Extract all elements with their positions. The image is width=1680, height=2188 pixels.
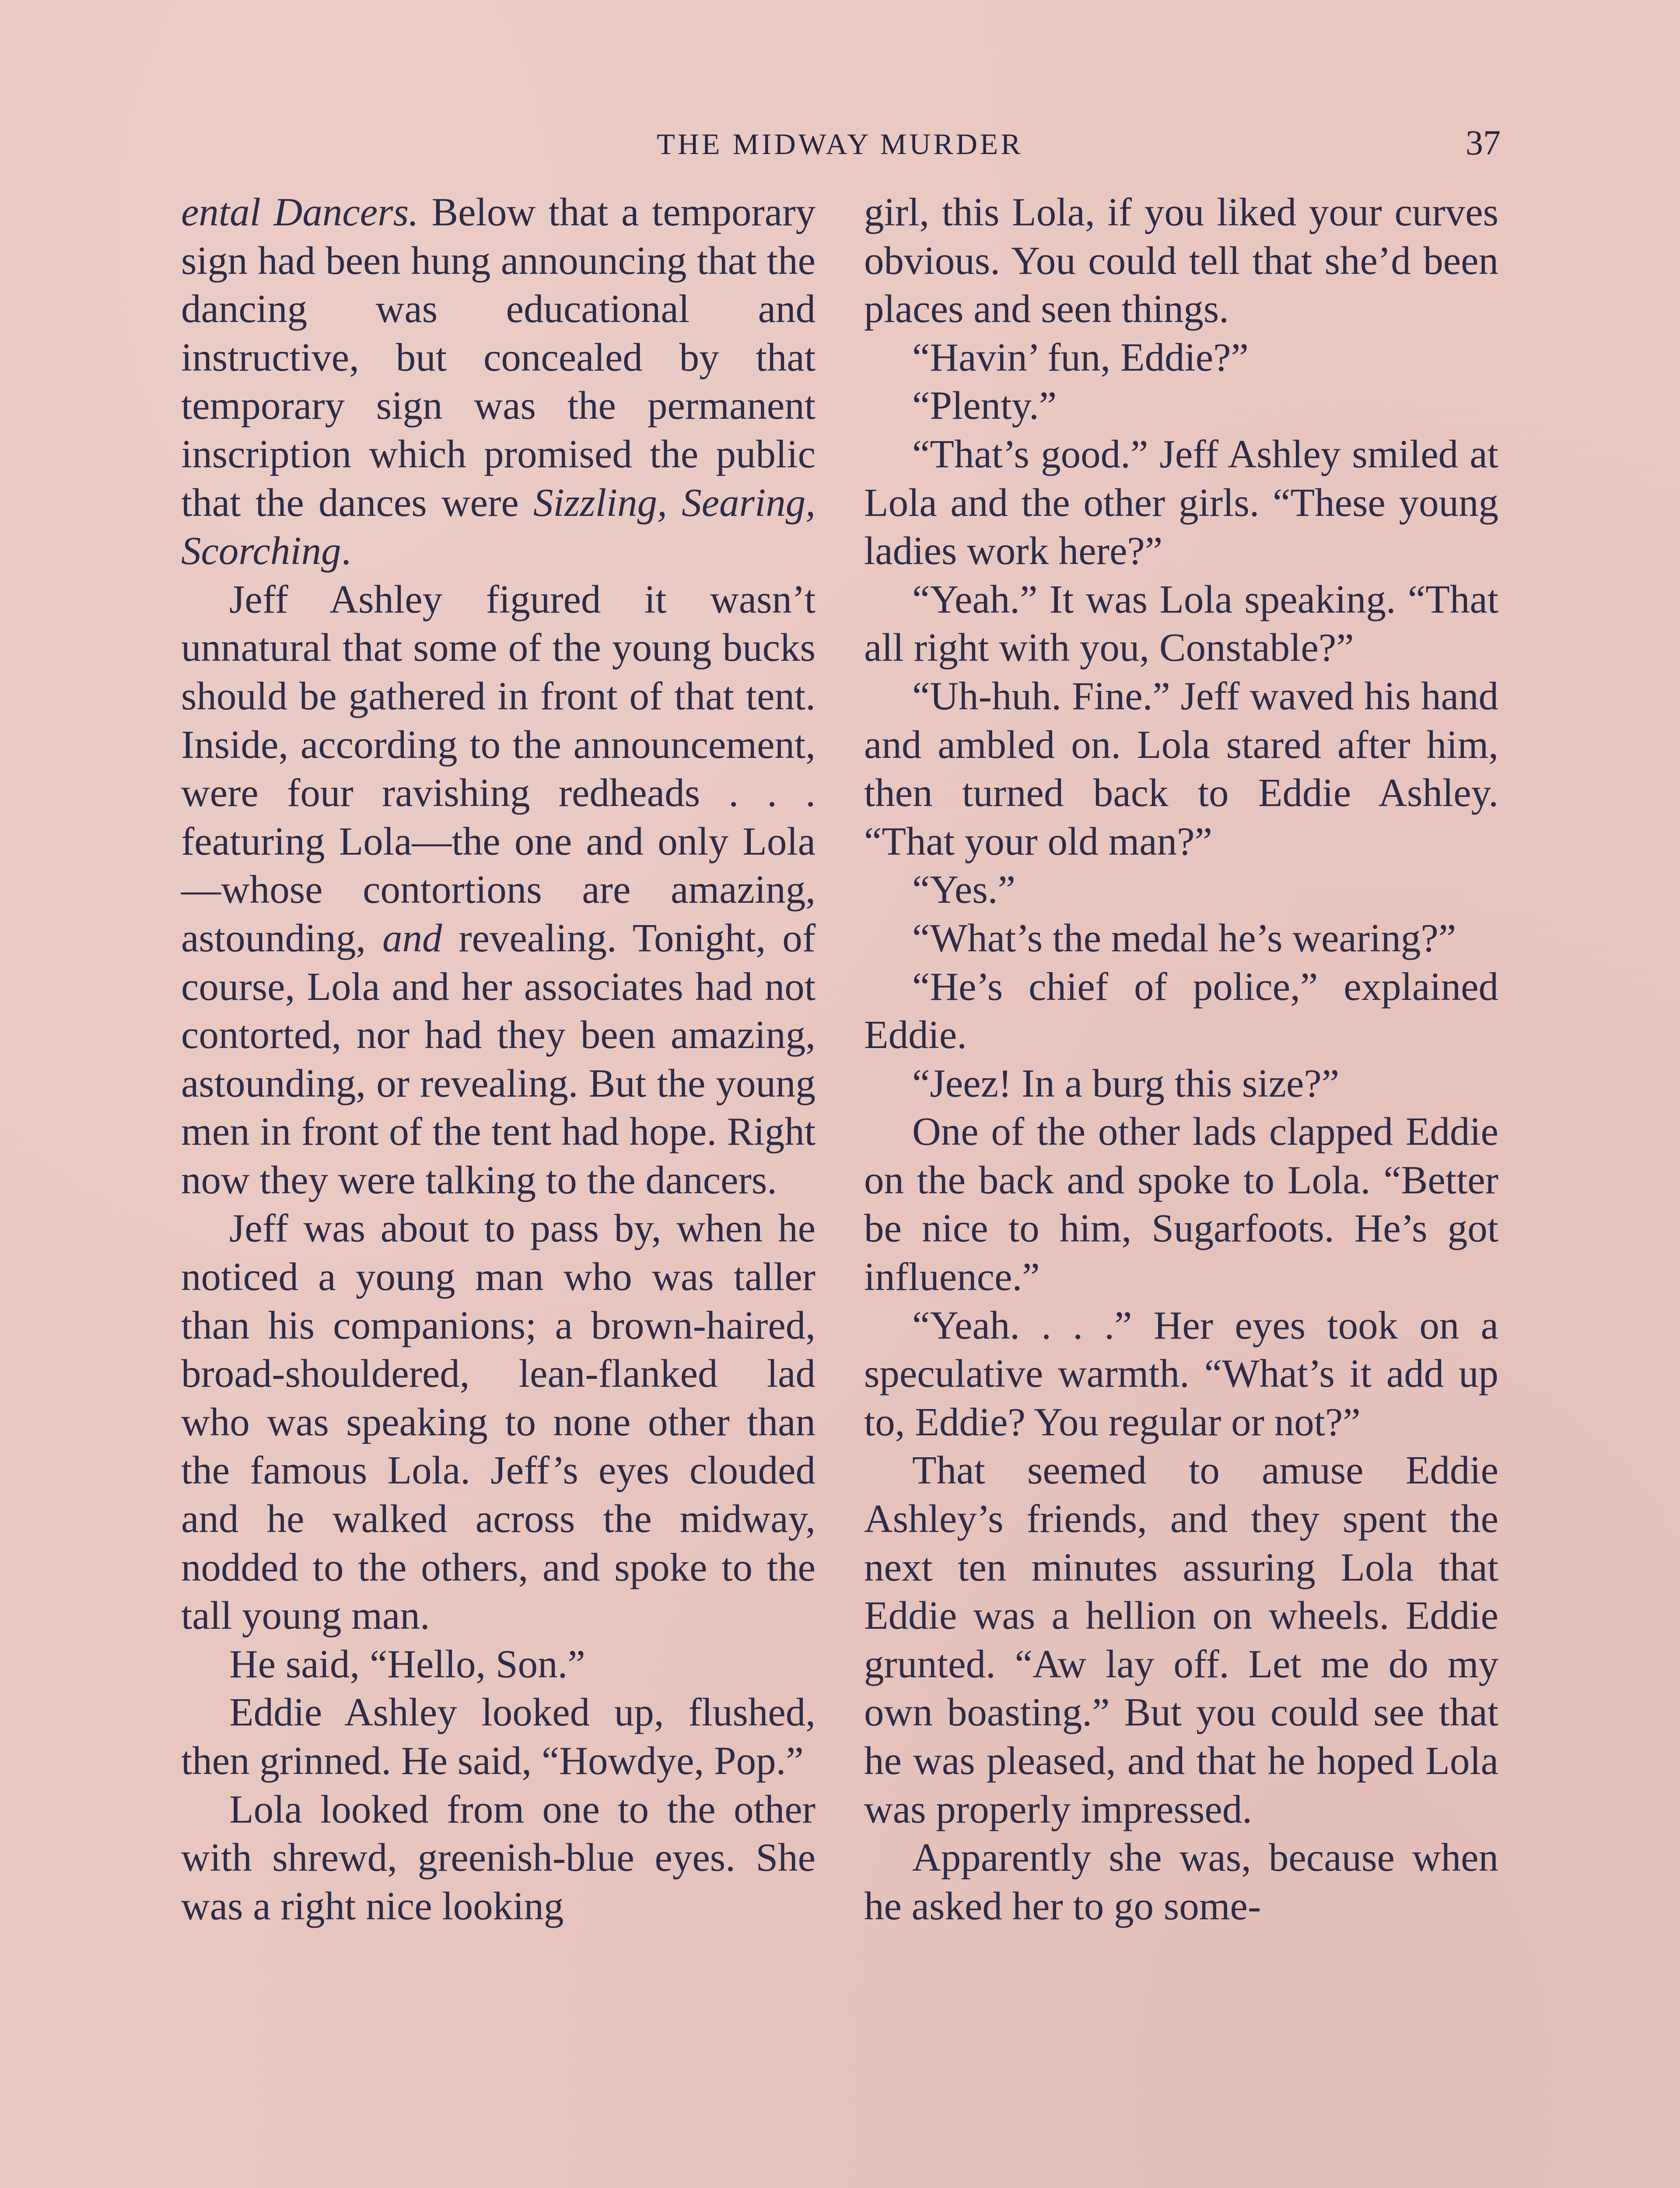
right-column	[864, 188, 1498, 1930]
paragraph: Apparently she was, because when he asked her to go some-	[864, 1835, 1498, 1928]
left-column	[181, 188, 816, 1930]
page-header	[179, 124, 1501, 171]
running-title: THE MIDWAY MURDER	[657, 127, 1023, 161]
paragraph	[181, 188, 816, 575]
body-text: Jeff Ashley figured it wasn’t unnatural that some of the young bucks should be gathered in front of that tent. Inside, according to the announcement, were four ravishing redheads . . . featuring Lola—the one and only Lola—whose contortions are amazing, astounding,	[181, 577, 816, 960]
paragraph: “Havin’ fun, Eddie?”	[912, 335, 1249, 379]
italic-text: and	[382, 915, 442, 960]
paragraph: Lola looked from one to the other with shrewd, greenish-blue eyes. She was a right nice looking	[181, 1787, 816, 1928]
italic-text: Sizzling, Searing, Scorching	[181, 480, 816, 573]
paragraph: “That’s good.” Jeff Ashley smiled at Lola and the other girls. “These young ladies work here?”	[864, 431, 1498, 573]
paragraph	[181, 575, 816, 1205]
body-text: .	[341, 529, 351, 573]
paragraph: “Uh-huh. Fine.” Jeff waved his hand and ambled on. Lola stared after him, then turned back to Eddie Ashley. “That your old man?”	[864, 673, 1498, 863]
paragraph: “Yeah.” It was Lola speaking. “That all right with you, Constable?”	[864, 577, 1498, 670]
body-text: Below that a temporary sign had been hung announcing that the dancing was educational and instructive, but concealed by that temporary sign was the permanent inscription which promised the public that the dances were	[181, 190, 816, 525]
paragraph: girl, this Lola, if you liked your curves obvious. You could tell that she’d been places and seen things.	[864, 190, 1498, 331]
paragraph: He said, “Hello, Son.”	[229, 1641, 585, 1686]
paragraph: Eddie Ashley looked up, flushed, then grinned. He said, “Howdye, Pop.”	[181, 1690, 816, 1783]
paragraph: Jeff was about to pass by, when he noticed a young man who was taller than his companions; a brown-haired, broad-shouldered, lean-flanked lad who was speaking to none other than the famous Lola. Jeff’s eyes clouded and he walked across the midway, nodded to the others, and spoke to the tall young man.	[181, 1206, 816, 1638]
paragraph: That seemed to amuse Eddie Ashley’s friends, and they spent the next ten minutes assuring Lola that Eddie was a hellion on wheels. Eddie grunted. “Aw lay off. Let me do my own boasting.” But you could see that he was pleased, and that he hoped Lola was properly impressed.	[864, 1448, 1498, 1831]
paragraph: One of the other lads clapped Eddie on the back and spoke to Lola. “Better be nice to him, Sugarfoots. He’s got influence.”	[864, 1109, 1498, 1299]
paragraph: “What’s the medal he’s wearing?”	[912, 915, 1456, 960]
page-number: 37	[1466, 124, 1501, 162]
paragraph: “He’s chief of police,” explained Eddie.	[864, 964, 1498, 1057]
paragraph: “Yes.”	[912, 867, 1015, 912]
body-text: revealing. Tonight, of course, Lola and her associates had not contorted, nor had they been amazing, astounding, or revealing. But the young men in front of the tent had hope. Right now they were talking to the dancers.	[181, 915, 816, 1202]
italic-text: ental Dancers.	[181, 190, 419, 234]
paragraph: “Plenty.”	[912, 383, 1057, 428]
paragraph: “Jeez! In a burg this size?”	[912, 1061, 1340, 1105]
paragraph: “Yeah. . . .” Her eyes took on a speculative warmth. “What’s it add up to, Eddie? You regular or not?”	[864, 1303, 1498, 1444]
